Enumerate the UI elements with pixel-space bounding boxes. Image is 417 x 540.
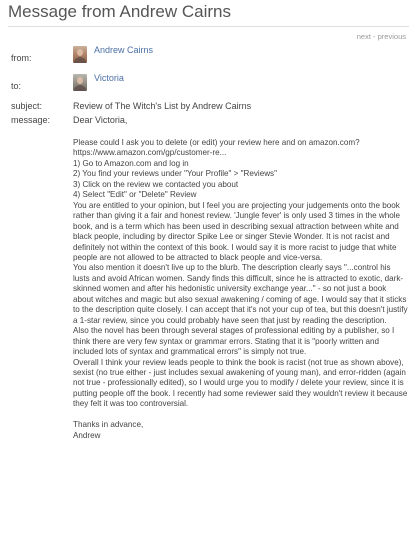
user-photo-icon	[77, 77, 83, 84]
subject-text: Review of The Witch's List by Andrew Cairns	[73, 101, 252, 111]
page-title: Message from Andrew Cairns	[8, 2, 231, 21]
recipient-name-link[interactable]: Victoria	[94, 73, 124, 83]
subject-label: subject:	[11, 101, 43, 111]
message-pager	[357, 32, 406, 41]
message-greeting: Dear Victoria,	[73, 115, 128, 125]
from-label: from:	[11, 53, 32, 63]
message-label: message:	[11, 115, 51, 125]
recipient-avatar[interactable]	[73, 74, 87, 91]
to-label: to:	[11, 81, 22, 91]
next-link[interactable]: next	[356, 32, 371, 41]
previous-link[interactable]: previous	[377, 32, 406, 41]
pager-separator: -	[373, 32, 376, 41]
sender-name-link[interactable]: Andrew Cairns	[94, 45, 154, 55]
sender-avatar[interactable]	[73, 46, 87, 63]
user-photo-icon	[77, 49, 83, 56]
message-body: Please could I ask you to delete (or edit) your review here and on amazon.com? https://www.amazon.com/gp/customer-re... 1) Go to Amazon.com and log in 2) You find your reviews under "Your Profile" > "Reviews" 3) Click on the review we contacted you about 4) Select "Edit" or "Delete" Review You are entitled to your opinion, but I feel you are projecting your judgements onto the book rather than giving it a fair and honest review. 'Jungle fever' is only used 3 times in the whole book, and is a term which has been used in describing sexual attraction between white and black people, including by director Spike Lee or singer Stevie Wonder. It is not racist and definitely not within the context of this book. I would say it is more racist to judge that white people are not allowed to be attracted to black people and vice-versa. You also mention it doesn't live up to the blurb. The description clearly says "...control his lusts and avoid African women. Sandy finds this difficult, since he is attracted to exotic, dark-skinned women and after his hedonistic university exchange year..." - so not just a book about witches and magic but also sexual awakening / coming of age. I would say that it sticks to the description quite closely. I can accept that it's not your cup of tea, but this doesn't justify a 1-star review, since you could probably have seen that just by reading the description. Also the novel has been through several stages of professional editing by a publisher, so I think there are very few syntax or grammar errors. Stating that it is "poorly written and included lots of syntax and grammatical errors" is simply not true. Overall I think your review leads people to think the book is racist (not true as shown above), sexist (no true either - just includes sexual awakening of young man), and error-ridden (again not true - professionally edited), so I would urge you to modify / delete your review, since it is putting people off the book. I recently had some reviewer said they wouldn't review it because they felt it was too controversial. Thanks in advance, Andrew	[73, 138, 408, 440]
title-divider	[8, 26, 409, 27]
